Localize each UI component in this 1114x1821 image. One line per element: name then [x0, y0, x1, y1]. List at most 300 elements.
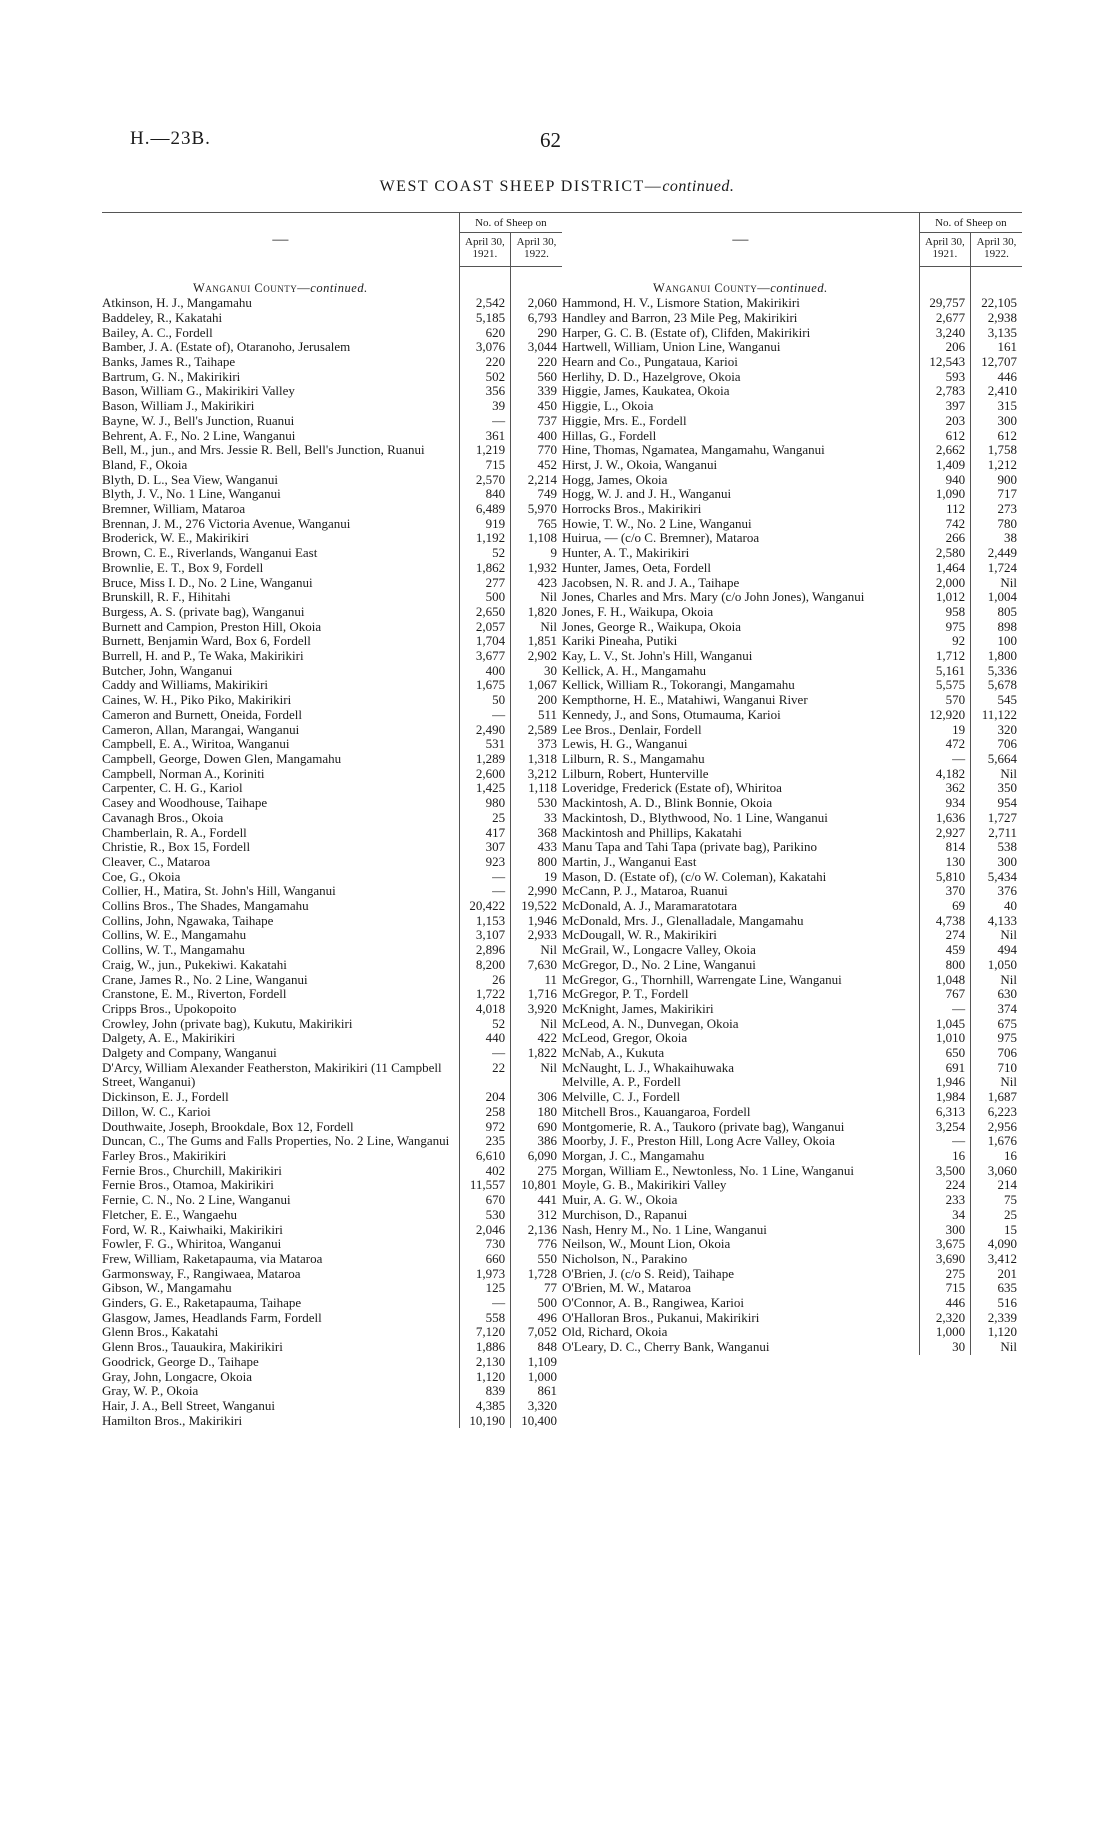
holder-name: Christie, R., Box 15, Fordell [102, 839, 251, 855]
sheep-count-1921: 670 [459, 1193, 510, 1208]
sheep-count-1922: 545 [971, 693, 1022, 708]
holder-name: Higgie, L., Okoia [562, 398, 654, 414]
holder-name: Burnett, Benjamin Ward, Box 6, Fordell [102, 633, 311, 649]
table-row [102, 796, 562, 811]
holder-name: Moorby, J. F., Preston Hill, Long Acre Valley, Okoia [562, 1133, 835, 1149]
sheep-count-1921: 440 [459, 1031, 510, 1046]
holder-name: Murchison, D., Rapanui [562, 1206, 688, 1222]
table-row [102, 1355, 562, 1370]
table-row [562, 1090, 1022, 1105]
sheep-count-1922: 612 [971, 429, 1022, 444]
sheep-count-1921: 2,927 [919, 826, 970, 841]
sheep-count-1922: 275 [511, 1164, 562, 1179]
table-row [102, 620, 562, 635]
table-row [102, 664, 562, 679]
sheep-count-1921: 1,886 [459, 1340, 510, 1355]
holder-name: Butcher, John, Wanganui [102, 662, 233, 678]
table-row [562, 414, 1022, 429]
holder-name: Montgomerie, R. A., Taukoro (private bag), Wanganui [562, 1118, 845, 1134]
sheep-count-1922: 1,109 [511, 1355, 562, 1370]
sheep-count-1922: 1,050 [971, 958, 1022, 973]
holder-name: Morgan, William E., Newtonless, No. 1 Line, Wanganui [562, 1162, 854, 1178]
description-header: — [562, 213, 919, 267]
sheep-count-1921: 258 [459, 1105, 510, 1120]
sheep-count-1921: 1,010 [919, 1031, 970, 1046]
sheep-count-1921: 730 [459, 1237, 510, 1252]
sheep-count-1922: 19,522 [511, 899, 562, 914]
sheep-count-1921: 6,489 [459, 502, 510, 517]
sheep-count-1921: 1,219 [459, 443, 510, 458]
holder-name: Chamberlain, R. A., Fordell [102, 824, 247, 840]
holder-name: Glenn Bros., Tauaukira, Makirikiri [102, 1339, 283, 1355]
holder-name: Jones, Charles and Mrs. Mary (c/o John Jones), Wanganui [562, 589, 865, 605]
holder-name: Mackintosh, D., Blythwood, No. 1 Line, Wanganui [562, 809, 828, 825]
holder-name: Hogg, W. J. and J. H., Wanganui [562, 486, 732, 502]
table-row [562, 1149, 1022, 1164]
sheep-count-1921: 446 [919, 1296, 970, 1311]
sheep-count-1922: 1,851 [511, 634, 562, 649]
holder-name: Higgie, James, Kaukatea, Okoia [562, 383, 730, 399]
holder-name: Goodrick, George D., Taihape [102, 1353, 259, 1369]
sheep-count-1922: 1,212 [971, 458, 1022, 473]
holder-name: Dalgety and Company, Wanganui [102, 1045, 277, 1061]
table-row [562, 1075, 1022, 1090]
sheep-count-1921: 5,161 [919, 664, 970, 679]
table-row [562, 531, 1022, 546]
table-row [102, 899, 562, 914]
holder-name: Cranstone, E. M., Riverton, Fordell [102, 986, 287, 1002]
sheep-count-1922: 2,449 [971, 546, 1022, 561]
table-row [562, 914, 1022, 929]
sheep-count-1922: 2,933 [511, 928, 562, 943]
table-row [102, 737, 562, 752]
sheep-count-1921: 1,636 [919, 811, 970, 826]
holder-name: McDonald, Mrs. J., Glenalladale, Mangamahu [562, 912, 804, 928]
sheep-count-1922: 5,336 [971, 664, 1022, 679]
table-row [102, 531, 562, 546]
sheep-count-1921: 3,690 [919, 1252, 970, 1267]
sheep-count-1921: 958 [919, 605, 970, 620]
holder-name: Loveridge, Frederick (Estate of), Whiritoa [562, 780, 782, 796]
sheep-count-1921: 1,464 [919, 561, 970, 576]
table-row [102, 473, 562, 488]
sheep-count-1922: 220 [511, 355, 562, 370]
holder-name: Kellick, William R., Tokorangi, Mangamahu [562, 677, 795, 693]
table-row [102, 370, 562, 385]
table-row [562, 826, 1022, 841]
sheep-count-1922: 77 [511, 1281, 562, 1296]
sheep-count-1921: 1,409 [919, 458, 970, 473]
holder-name: Mitchell Bros., Kauangaroa, Fordell [562, 1103, 751, 1119]
sheep-count-1921: 2,580 [919, 546, 970, 561]
table-row [562, 1105, 1022, 1120]
sheep-count-1921: 2,542 [459, 296, 510, 311]
holder-name: McLeod, Gregor, Okoia [562, 1030, 688, 1046]
sheep-count-1922: 1,004 [971, 590, 1022, 605]
holder-name: Bailey, A. C., Fordell [102, 324, 213, 340]
table-row [562, 399, 1022, 414]
table-row [102, 914, 562, 929]
sheep-count-1921: 266 [919, 531, 970, 546]
table-row [562, 973, 1022, 988]
holder-name: McGregor, D., No. 2 Line, Wanganui [562, 956, 756, 972]
sheep-count-1921: 224 [919, 1178, 970, 1193]
sheep-count-1921: 2,320 [919, 1311, 970, 1326]
sheep-count-1921: 814 [919, 840, 970, 855]
sheep-count-1922: 1,758 [971, 443, 1022, 458]
table-row [562, 634, 1022, 649]
sheep-count-1922: 1,728 [511, 1267, 562, 1282]
table-row [562, 561, 1022, 576]
sheep-count-1922: Nil [971, 576, 1022, 591]
holder-name: Caines, W. H., Piko Piko, Makirikiri [102, 692, 292, 708]
table-row [562, 296, 1022, 311]
title-main: WEST COAST SHEEP DISTRICT— [379, 178, 663, 195]
sheep-count-1922: 10,801 [511, 1178, 562, 1193]
left-column [102, 212, 562, 1428]
sheep-count-1922: 5,678 [971, 678, 1022, 693]
holder-name: Nicholson, N., Parakino [562, 1250, 688, 1266]
sheep-count-1922: 9 [511, 546, 562, 561]
sheep-count-1921: 220 [459, 355, 510, 370]
sheep-count-1922: 1,108 [511, 531, 562, 546]
sheep-count-1922: Nil [971, 1340, 1022, 1355]
holder-name: Coe, G., Okoia [102, 868, 181, 884]
sheep-count-1921: 612 [919, 429, 970, 444]
holder-name: Casey and Woodhouse, Taihape [102, 795, 268, 811]
sheep-count-1921: 2,490 [459, 723, 510, 738]
sheep-count-1922: Nil [511, 590, 562, 605]
sheep-count-1922: 1,716 [511, 987, 562, 1002]
table-row [562, 781, 1022, 796]
sheep-count-1921: — [459, 884, 510, 899]
sheep-table-left [102, 212, 562, 1428]
sheep-count-1922: 516 [971, 1296, 1022, 1311]
sheep-count-1921: 22 [459, 1061, 510, 1090]
table-row [102, 767, 562, 782]
holder-name: Martin, J., Wanganui East [562, 853, 697, 869]
holder-name: Fernie, C. N., No. 2 Line, Wanganui [102, 1192, 291, 1208]
sheep-count-1921: 204 [459, 1090, 510, 1105]
sheep-count-1922: 214 [971, 1178, 1022, 1193]
holder-name: Hillas, G., Fordell [562, 427, 657, 443]
table-row [102, 1325, 562, 1340]
sheep-count-1921: 3,076 [459, 340, 510, 355]
sheep-count-1921: 402 [459, 1164, 510, 1179]
holder-name: Higgie, Mrs. E., Fordell [562, 412, 687, 428]
table-row [562, 693, 1022, 708]
sheep-count-1921: 980 [459, 796, 510, 811]
holder-name: Baddeley, R., Kakatahi [102, 309, 223, 325]
sheep-count-1922: 861 [511, 1384, 562, 1399]
table-row [562, 664, 1022, 679]
sheep-count-1921: 1,675 [459, 678, 510, 693]
sheep-count-1922: 3,320 [511, 1399, 562, 1414]
sheep-count-1922: 1,000 [511, 1370, 562, 1385]
sheep-count-1921: 459 [919, 943, 970, 958]
table-row [102, 1105, 562, 1120]
sheep-count-1922: 368 [511, 826, 562, 841]
sheep-count-1921: 361 [459, 429, 510, 444]
table-row [102, 1267, 562, 1282]
table-row [102, 1281, 562, 1296]
sheep-count-1922: 5,970 [511, 502, 562, 517]
table-row [102, 973, 562, 988]
sheep-count-1921: 130 [919, 855, 970, 870]
sheep-count-1921: 2,130 [459, 1355, 510, 1370]
sheep-count-1922: 2,410 [971, 384, 1022, 399]
holder-name: Collins, W. E., Mangamahu [102, 927, 247, 943]
holder-name: Bartrum, G. N., Makirikiri [102, 368, 241, 384]
sheep-count-1921: 362 [919, 781, 970, 796]
sheep-count-1921: 12,543 [919, 355, 970, 370]
table-row [562, 796, 1022, 811]
table-body [102, 267, 562, 1429]
sheep-count-1921: 11,557 [459, 1178, 510, 1193]
sheep-count-1921: 8,200 [459, 958, 510, 973]
table-row [102, 546, 562, 561]
sheep-count-1921: 3,240 [919, 326, 970, 341]
sheep-count-1921: 277 [459, 576, 510, 591]
holder-name: Kay, L. V., St. John's Hill, Wanganui [562, 648, 753, 664]
sheep-count-1921: 2,662 [919, 443, 970, 458]
sheep-count-1921: 5,810 [919, 870, 970, 885]
table-row [562, 1017, 1022, 1032]
sheep-count-1922: 1,946 [511, 914, 562, 929]
table-row [102, 870, 562, 885]
holder-name: O'Connor, A. B., Rangiwea, Karioi [562, 1295, 744, 1311]
table-row [562, 1237, 1022, 1252]
holder-name: Bell, M., jun., and Mrs. Jessie R. Bell, Bell's Junction, Ruanui [102, 442, 425, 458]
sheep-count-1922: 776 [511, 1237, 562, 1252]
table-row [102, 502, 562, 517]
sheep-count-1921: — [459, 870, 510, 885]
year-1921-header: April 30, 1921. [919, 233, 970, 267]
title-continued: continued. [662, 178, 735, 195]
table-row [562, 1046, 1022, 1061]
holder-name: Melville, C. J., Fordell [562, 1089, 681, 1105]
holder-name: Hogg, James, Okoia [562, 471, 668, 487]
holder-name: McNaught, L. J., Whakaihuwaka [562, 1059, 734, 1075]
sheep-count-1922: 6,090 [511, 1149, 562, 1164]
sheep-count-1922: 848 [511, 1340, 562, 1355]
table-row [102, 693, 562, 708]
sheep-count-1921: 112 [919, 502, 970, 517]
holder-name: Burrell, H. and P., Te Waka, Makirikiri [102, 648, 304, 664]
table-row [562, 458, 1022, 473]
table-row [562, 1223, 1022, 1238]
sheep-count-1922: 3,060 [971, 1164, 1022, 1179]
sheep-count-1922: 40 [971, 899, 1022, 914]
holder-name: Gibson, W., Mangamahu [102, 1280, 232, 1296]
sheep-count-1922: 11,122 [971, 708, 1022, 723]
sheep-count-1921: 4,018 [459, 1002, 510, 1017]
sheep-count-1921: 1,722 [459, 987, 510, 1002]
table-row [102, 1414, 562, 1429]
table-row [562, 502, 1022, 517]
sheep-count-1922: 560 [511, 370, 562, 385]
table-row [562, 576, 1022, 591]
sheep-count-1922: 690 [511, 1120, 562, 1135]
sheep-count-1922: 386 [511, 1134, 562, 1149]
holder-name: Mason, D. (Estate of), (c/o W. Coleman), Kakatahi [562, 868, 827, 884]
holder-name: Muir, A. G. W., Okoia [562, 1192, 678, 1208]
sheep-count-1922: 2,214 [511, 473, 562, 488]
table-row [562, 340, 1022, 355]
sheep-count-1921: — [919, 1134, 970, 1149]
sheep-count-1922: 300 [971, 855, 1022, 870]
sheep-count-1922: 15 [971, 1223, 1022, 1238]
sheep-count-1921: 919 [459, 517, 510, 532]
sheep-count-1922: 770 [511, 443, 562, 458]
sheep-count-1922: 500 [511, 1296, 562, 1311]
holder-name: Harper, G. C. B. (Estate of), Clifden, Makirikiri [562, 324, 811, 340]
right-column [562, 212, 1022, 1355]
holder-name: Kennedy, J., and Sons, Otumauma, Karioi [562, 706, 781, 722]
sheep-count-1921: 34 [919, 1208, 970, 1223]
holder-name: McGregor, P. T., Fordell [562, 986, 689, 1002]
year-1921-header: April 30, 1921. [459, 233, 510, 267]
sheep-count-1921: 19 [919, 723, 970, 738]
sheep-count-1922: 6,793 [511, 311, 562, 326]
holder-name: Melville, A. P., Fordell [562, 1074, 681, 1090]
sheep-count-1922: 1,932 [511, 561, 562, 576]
table-row [102, 1061, 562, 1090]
holder-name: Craig, W., jun., Pukekiwi. Kakatahi [102, 956, 287, 972]
table-row [102, 487, 562, 502]
table-row [562, 517, 1022, 532]
sheep-count-1922: 1,118 [511, 781, 562, 796]
sheep-count-1921: 3,500 [919, 1164, 970, 1179]
table-row [562, 1002, 1022, 1017]
sheep-count-1921: 20,422 [459, 899, 510, 914]
sheep-count-1922: 538 [971, 840, 1022, 855]
sheep-count-1922: 339 [511, 384, 562, 399]
holder-name: Nash, Henry M., No. 1 Line, Wanganui [562, 1221, 767, 1237]
sheep-count-1921: 203 [919, 414, 970, 429]
sheep-count-1921: 5,185 [459, 311, 510, 326]
sheep-count-1922: 350 [971, 781, 1022, 796]
sheep-count-1921: 6,610 [459, 1149, 510, 1164]
holder-name: Cavanagh Bros., Okoia [102, 809, 224, 825]
table-row [102, 590, 562, 605]
holder-name: Blyth, J. V., No. 1 Line, Wanganui [102, 486, 281, 502]
holder-name: Bason, William J., Makirikiri [102, 398, 255, 414]
sheep-count-1922: 161 [971, 340, 1022, 355]
sheep-count-1922: 3,044 [511, 340, 562, 355]
sheep-count-1921: 275 [919, 1267, 970, 1282]
table-row [562, 473, 1022, 488]
table-row [102, 884, 562, 899]
sheep-count-1922: 3,135 [971, 326, 1022, 341]
holder-name: Handley and Barron, 23 Mile Peg, Makirikiri [562, 309, 798, 325]
table-row [102, 1370, 562, 1385]
sheep-count-1921: 356 [459, 384, 510, 399]
holder-name: McCann, P. J., Mataroa, Ruanui [562, 883, 728, 899]
table-row [102, 399, 562, 414]
table-row [102, 576, 562, 591]
sheep-count-1921: 1,153 [459, 914, 510, 929]
sheep-count-1922: 900 [971, 473, 1022, 488]
sheep-count-1922: 10,400 [511, 1414, 562, 1429]
sheep-count-1921: 1,000 [919, 1325, 970, 1340]
table-row [562, 752, 1022, 767]
holder-name: Morgan, J. C., Mangamahu [562, 1147, 705, 1163]
sheep-count-1921: 69 [919, 899, 970, 914]
holder-name: Bruce, Miss I. D., No. 2 Line, Wanganui [102, 574, 313, 590]
sheep-count-1921: 125 [459, 1281, 510, 1296]
sheep-count-1922: 200 [511, 693, 562, 708]
holder-name: Bland, F., Okoia [102, 456, 188, 472]
sheep-count-1922: Nil [971, 973, 1022, 988]
table-row [562, 987, 1022, 1002]
year-1922-header: April 30, 1922. [971, 233, 1022, 267]
sheep-count-1922: 737 [511, 414, 562, 429]
holder-name: Mackintosh and Phillips, Kakatahi [562, 824, 742, 840]
sheep-count-1922: 290 [511, 326, 562, 341]
holder-name: Bayne, W. J., Bell's Junction, Ruanui [102, 412, 295, 428]
table-row [102, 649, 562, 664]
sheep-count-1922: 975 [971, 1031, 1022, 1046]
sheep-count-1922: 2,711 [971, 826, 1022, 841]
holder-name: Glenn Bros., Kakatahi [102, 1324, 219, 1340]
sheep-count-1921: 4,385 [459, 1399, 510, 1414]
sheep-count-1921: 16 [919, 1149, 970, 1164]
sheep-count-1922: 2,990 [511, 884, 562, 899]
holder-name: Collins Bros., The Shades, Mangamahu [102, 898, 309, 914]
sheep-count-1922: 710 [971, 1061, 1022, 1076]
sheep-count-1922: 630 [971, 987, 1022, 1002]
sheep-count-1922: 1,800 [971, 649, 1022, 664]
holder-name: Hair, J. A., Bell Street, Wanganui [102, 1397, 275, 1413]
no-of-sheep-header: No. of Sheep on [459, 213, 562, 233]
sheep-count-1922: 11 [511, 973, 562, 988]
holder-name: Burgess, A. S. (private bag), Wanganui [102, 603, 305, 619]
holder-name: Hine, Thomas, Ngamatea, Mangamahu, Wanganui [562, 442, 825, 458]
holder-name: Mackintosh, A. D., Blink Bonnie, Okoia [562, 795, 773, 811]
table-row [102, 855, 562, 870]
table-row [102, 458, 562, 473]
sheep-count-1921: 1,984 [919, 1090, 970, 1105]
no-of-sheep-header: No. of Sheep on [919, 213, 1022, 233]
sheep-count-1922: 511 [511, 708, 562, 723]
holder-name: Gray, W. P., Okoia [102, 1383, 199, 1399]
sheep-count-1922: 12,707 [971, 355, 1022, 370]
sheep-count-1922: 4,090 [971, 1237, 1022, 1252]
holder-name: D'Arcy, William Alexander Featherston, Makirikiri (11 Campbell Street, Wanganui) [102, 1059, 442, 1090]
holder-name: Lee Bros., Denlair, Fordell [562, 721, 702, 737]
sheep-count-1922: 6,223 [971, 1105, 1022, 1120]
table-row [562, 723, 1022, 738]
table-row [562, 1193, 1022, 1208]
sheep-count-1922: 954 [971, 796, 1022, 811]
table-row [562, 1208, 1022, 1223]
sheep-count-1921: 5,575 [919, 678, 970, 693]
holder-name: Dalgety, A. E., Makirikiri [102, 1030, 236, 1046]
sheep-count-1922: 5,434 [971, 870, 1022, 885]
holder-name: O'Brien, M. W., Mataroa [562, 1280, 692, 1296]
sheep-count-1922: 312 [511, 1208, 562, 1223]
holder-name: Hunter, James, Oeta, Fordell [562, 559, 711, 575]
sheep-count-1922: 19 [511, 870, 562, 885]
sheep-count-1922: 1,822 [511, 1046, 562, 1061]
sheep-count-1922: 25 [971, 1208, 1022, 1223]
table-row [562, 1031, 1022, 1046]
sheep-count-1921: 206 [919, 340, 970, 355]
sheep-count-1922: 2,060 [511, 296, 562, 311]
sheep-count-1922: 2,339 [971, 1311, 1022, 1326]
sheep-count-1922: 320 [971, 723, 1022, 738]
